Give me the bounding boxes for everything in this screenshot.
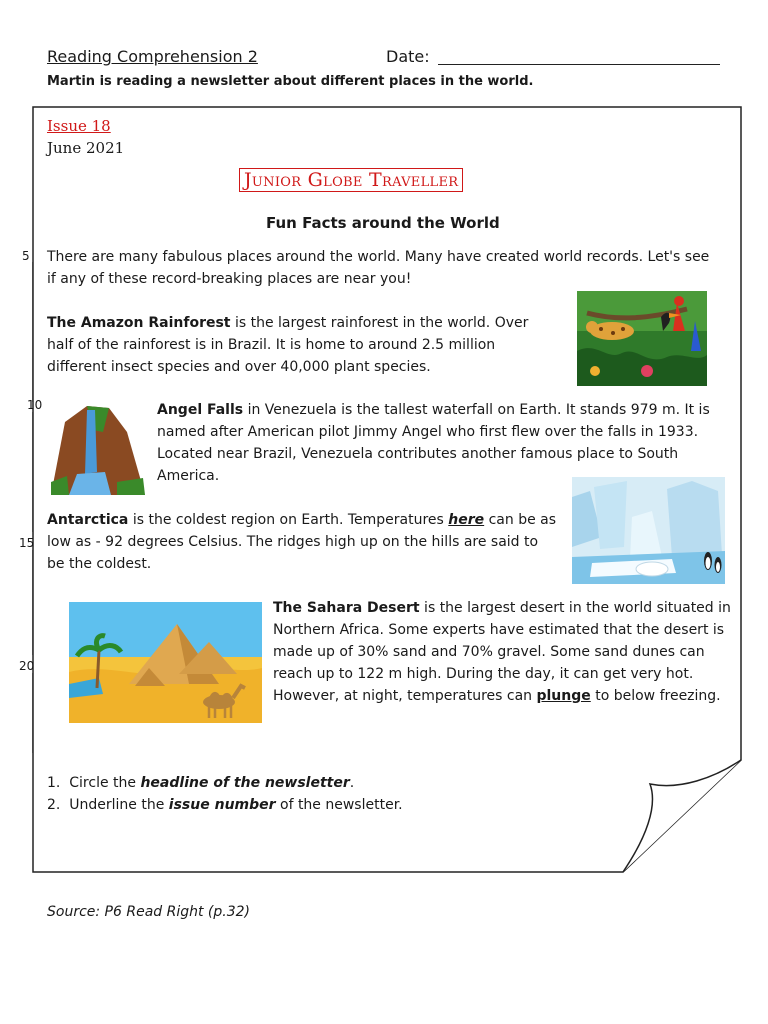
intro-instruction: Martin is reading a newsletter about different places in the world.	[47, 74, 534, 89]
line-number: 10	[27, 398, 43, 412]
keyword-plunge: plunge	[536, 688, 591, 704]
sahara-text-a: is the largest desert in the world situated in Northern Africa. Some experts have estimated that the desert is made up of 30% sand and 70% gravel. Some sand dunes can reach up to 122 m high. During the day, it can get very hot. However, at night, temperatures can	[273, 600, 731, 704]
amazon-text: is the largest rainforest in the world. Over half of the rainforest is in Brazil. It is home to around 2.5 million different insect species and over 40,000 plant species.	[47, 315, 529, 375]
line-number: 5	[22, 249, 30, 263]
amazon-name: The Amazon Rainforest	[47, 315, 231, 331]
question-number: 1.	[47, 775, 61, 791]
waterfall-image	[47, 402, 149, 495]
line-number: 15	[19, 536, 35, 550]
line-marker	[32, 262, 33, 402]
line-marker	[32, 550, 33, 655]
issue-number: Issue 18	[47, 117, 111, 135]
angel-falls-name: Angel Falls	[157, 402, 244, 418]
sahara-paragraph	[273, 597, 741, 707]
sahara-name: The Sahara Desert	[273, 600, 420, 616]
intro-paragraph: There are many fabulous places around the world. Many have created world records. Let's see if any of these record-breaking places are near you!	[47, 249, 710, 287]
date-label: Date:	[386, 47, 430, 66]
rainforest-image	[577, 291, 707, 386]
angel-falls-text: in Venezuela is the tallest waterfall on Earth. It stands 979 m. It is named after American pilot Jimmy Angel who first flew over the falls in 1933. Located near Brazil, Venezuela contributes another famous place to South America.	[157, 402, 710, 484]
angel-falls-paragraph	[157, 399, 737, 487]
antarctica-image	[572, 477, 725, 584]
question-item	[47, 772, 354, 794]
newsletter-headline: Junior Globe Traveller	[239, 168, 463, 192]
question-item	[47, 794, 403, 816]
question-text-end: of the newsletter.	[275, 797, 403, 813]
newsletter-subheading: Fun Facts around the World	[266, 214, 500, 232]
antarctica-name: Antarctica	[47, 512, 129, 528]
line-marker	[32, 673, 33, 753]
antarctica-paragraph	[47, 509, 559, 575]
antarctica-text-a: is the coldest region on Earth. Temperatures	[128, 512, 449, 528]
line-number: 20	[19, 659, 35, 673]
question-number: 2.	[47, 797, 61, 813]
worksheet-title: Reading Comprehension 2	[47, 47, 258, 66]
issue-date: June 2021	[47, 139, 125, 157]
question-text: Underline the	[69, 797, 169, 813]
source-citation: Source: P6 Read Right (p.32)	[47, 904, 251, 920]
keyword-here: here	[448, 512, 485, 528]
amazon-paragraph	[47, 312, 555, 378]
antarctica-text-b: can be as low as - 92 degrees Celsius. The ridges high up on the hills are said to be the coldest.	[47, 512, 557, 572]
question-emphasis: headline of the newsletter	[140, 775, 350, 791]
line-marker	[32, 412, 33, 532]
sahara-text-b: to below freezing.	[590, 688, 721, 704]
question-text-end: .	[349, 775, 355, 791]
question-text: Circle the	[69, 775, 141, 791]
sahara-image	[69, 602, 262, 723]
question-emphasis: issue number	[168, 797, 276, 813]
